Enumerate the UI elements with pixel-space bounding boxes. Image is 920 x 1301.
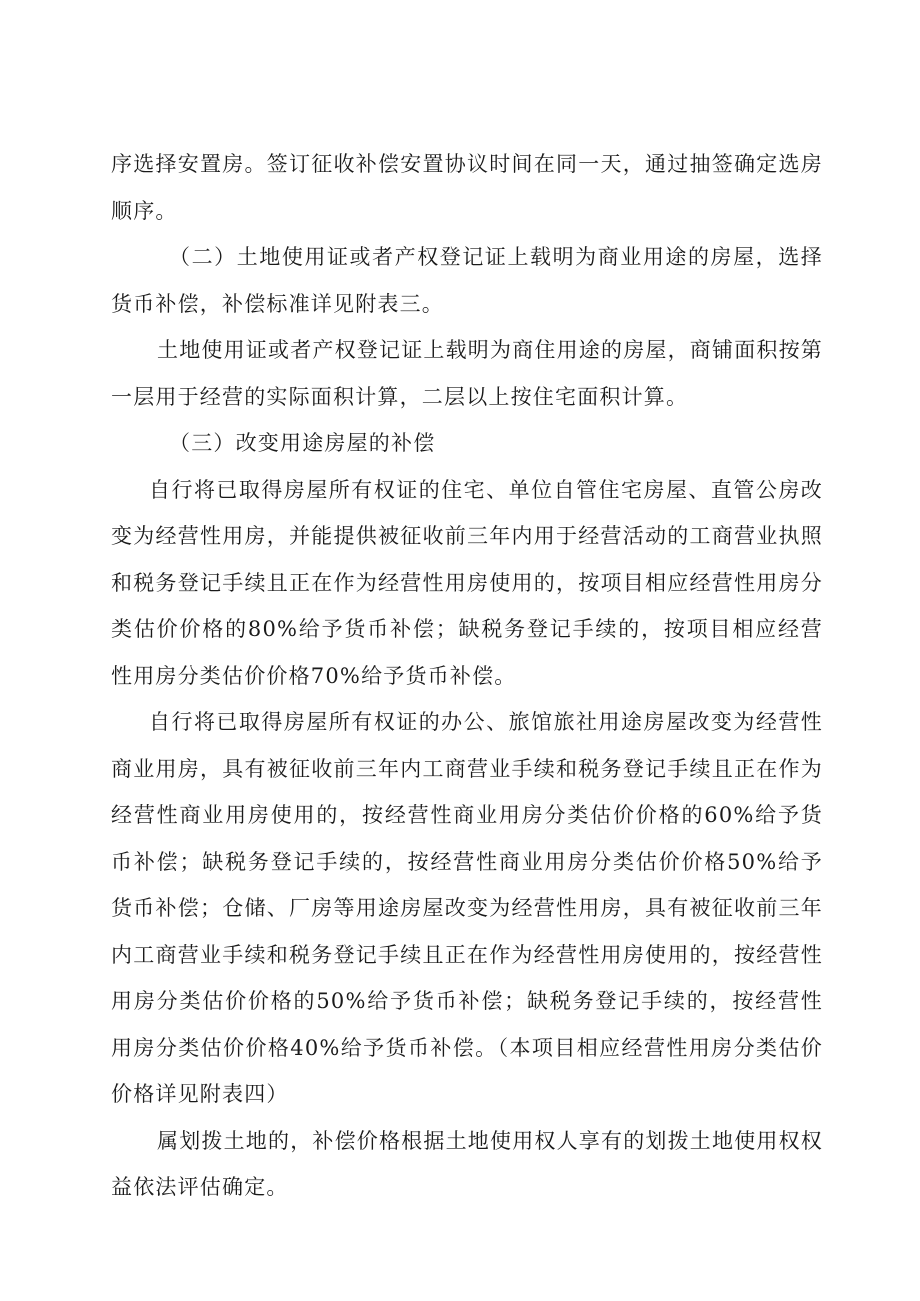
paragraph-allocated-land: 属划拨土地的，补偿价格根据土地使用权人享有的划拨土地使用权权益依法评估确定。: [111, 1128, 823, 1199]
paragraph-commercial-use-heading: （二）土地使用证或者产权登记证上载明为商业用途的房屋，选择货币补偿，补偿标准详见附表三。: [111, 245, 823, 316]
paragraph-mixed-use: 土地使用证或者产权登记证上载明为商住用途的房屋，商铺面积按第一层用于经营的实际面积计算，二层以上按住宅面积计算。: [111, 338, 823, 409]
paragraph-resettlement-order: 序选择安置房。签订征收补偿安置协议时间在同一天，通过抽签确定选房顺序。: [111, 152, 823, 223]
section-heading-changed-use: （三）改变用途房屋的补偿: [169, 431, 436, 455]
paragraph-office-to-commercial: 自行将已取得房屋所有权证的办公、旅馆旅社用途房屋改变为经营性商业用房，具有被征收前三年内工商营业手续和税务登记手续且正在作为经营性商业用房使用的，按经营性商业用房分类估价价格的60%给予货币补偿；缺税务登记手续的，按经营性商业用房分类估价价格50%给予货币补偿；仓储、厂房等用途房屋改变为经营性用房，具有被征收前三年内工商营业手续和税务登记手续且正在作为经营性用房使用的，按经营性用房分类估价价格的50%给予货币补偿；缺税务登记手续的，按经营性用房分类估价价格40%给予货币补偿。（本项目相应经营性用房分类估价价格详见附表四）: [111, 710, 823, 1106]
paragraph-residential-to-business: 自行将已取得房屋所有权证的住宅、单位自管住宅房屋、直管公房改变为经营性用房，并能提供被征收前三年内用于经营活动的工商营业执照和税务登记手续且正在作为经营性用房使用的，按项目相应经营性用房分类估价价格的80%给予货币补偿；缺税务登记手续的，按项目相应经营性用房分类估价价格70%给予货币补偿。: [111, 477, 823, 688]
document-body: [111, 141, 823, 1211]
